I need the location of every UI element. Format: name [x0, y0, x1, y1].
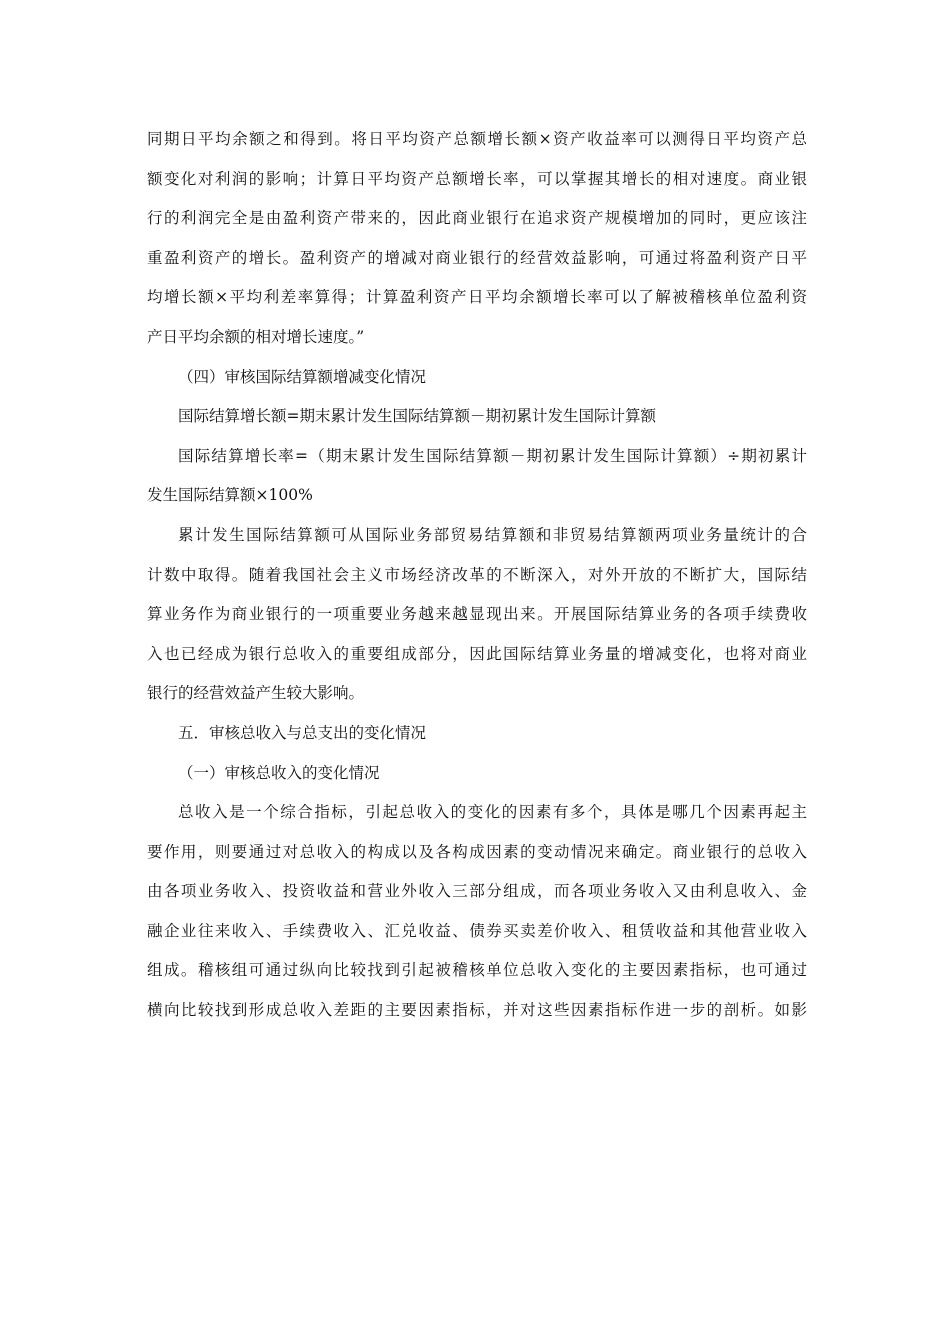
text-line: 计数中取得。随着我国社会主义市场经济改革的不断深入，对外开放的不断扩大，国际结: [147, 565, 807, 584]
text-line: 横向比较找到形成总收入差距的主要因素指标，并对这些因素指标作进一步的剖析。如影: [147, 1001, 807, 1020]
text-line: 额变化对利润的影响；计算日平均资产总额增长率，可以掌握其增长的相对速度。商业银: [147, 169, 807, 188]
text-line: 银行的经营效益产生较大影响。: [147, 684, 365, 703]
text-line: 算业务作为商业银行的一项重要业务越来越显现出来。开展国际结算业务的各项手续费收: [147, 605, 807, 624]
formula-line: 国际结算增长率=（期末累计发生国际结算额－期初累计发生国际计算额）÷期初累计: [178, 446, 807, 465]
formula-line: 发生国际结算额×100%: [147, 486, 313, 505]
text-line: 行的利润完全是由盈利资产带来的，因此商业银行在追求资产规模增加的同时，更应该注: [147, 209, 807, 228]
text-line: 总收入是一个综合指标，引起总收入的变化的因素有多个，具体是哪几个因素再起主: [178, 803, 807, 822]
text-line: 重盈利资产的增长。盈利资产的增减对商业银行的经营效益影响，可通过将盈利资产日平: [147, 248, 807, 267]
text-line: 由各项业务收入、投资收益和营业外收入三部分组成，而各项业务收入又由利息收入、金: [147, 882, 807, 901]
document-body: [147, 120, 807, 1031]
text-line: 融企业往来收入、手续费收入、汇兑收益、债券买卖差价收入、租赁收益和其他营业收入: [147, 921, 807, 940]
text-line: 组成。稽核组可通过纵向比较找到引起被稽核单位总收入变化的主要因素指标，也可通过: [147, 961, 807, 980]
formula-line: 国际结算增长额=期末累计发生国际结算额－期初累计发生国际计算额: [178, 407, 656, 426]
text-line: 入也已经成为银行总收入的重要组成部分，因此国际结算业务量的增减变化，也将对商业: [147, 644, 807, 663]
subsection-heading: （一）审核总收入的变化情况: [178, 763, 380, 782]
section-heading: 五．审核总收入与总支出的变化情况: [178, 723, 427, 742]
text-line: 产日平均余额的相对增长速度。”: [147, 327, 365, 346]
text-line: 同期日平均余额之和得到。将日平均资产总额增长额×资产收益率可以测得日平均资产总: [147, 130, 807, 148]
text-line: 均增长额×平均利差率算得；计算盈利资产日平均余额增长率可以了解被稽核单位盈利资: [147, 288, 807, 307]
text-line: 累计发生国际结算额可从国际业务部贸易结算额和非贸易结算额两项业务量统计的合: [178, 525, 807, 544]
text-line: 要作用，则要通过对总收入的构成以及各构成因素的变动情况来确定。商业银行的总收入: [147, 842, 807, 861]
section-heading: （四）审核国际结算额增减变化情况: [178, 367, 427, 386]
